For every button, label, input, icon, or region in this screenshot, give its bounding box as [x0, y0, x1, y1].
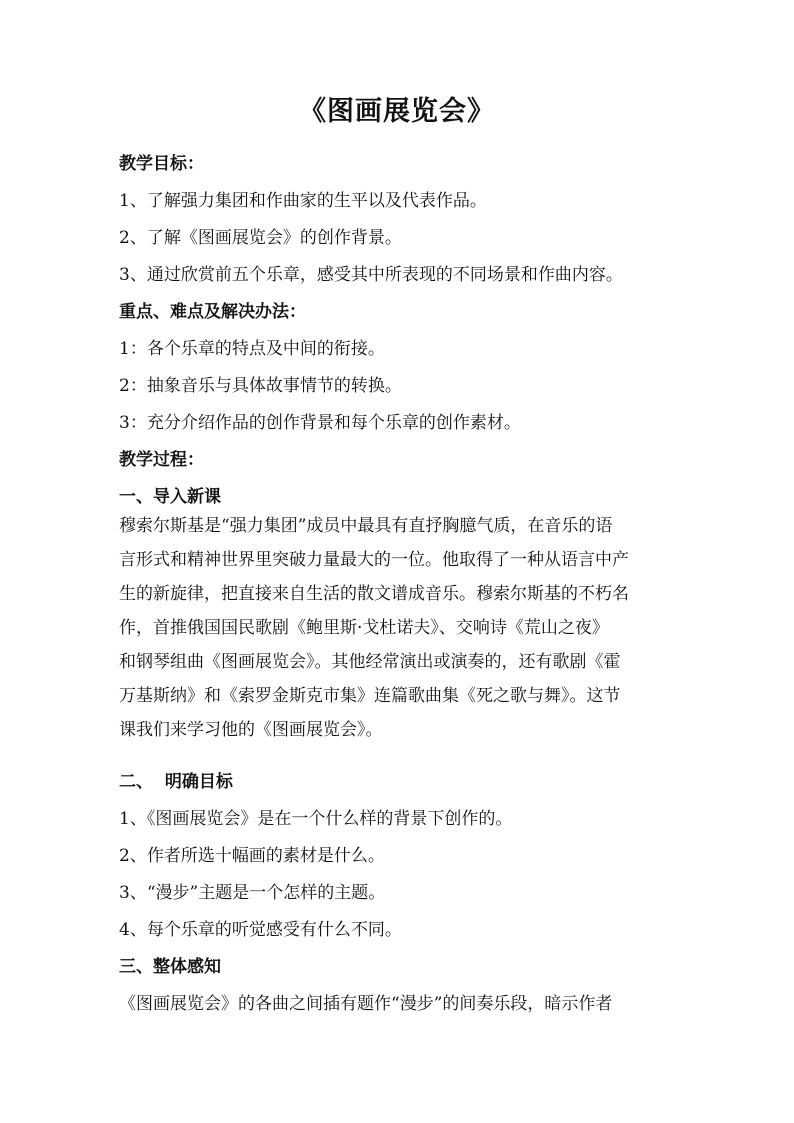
document-title: 《图画展览会》	[299, 96, 495, 127]
section1-heading: 一、导入新课	[119, 487, 221, 507]
paragraph-line: 课我们来学习他的《图画展览会》。	[119, 720, 383, 740]
section1-paragraph	[119, 509, 679, 747]
objective-item: 3、“漫步”主题是一个怎样的主题。	[119, 883, 386, 903]
paragraph-line: 生的新旋律，把直接来自生活的散文谱成音乐。穆索尔斯基的不朽名	[119, 584, 629, 604]
goal-item: 1、了解强力集团和作曲家的生平以及代表作品。	[119, 191, 487, 211]
difficulties-heading: 重点、难点及解决办法：	[119, 302, 306, 322]
difficulty-item: 3：充分介绍作品的创作背景和每个乐章的创作素材。	[119, 413, 521, 433]
paragraph-line: 和钢琴组曲《图画展览会》。其他经常演出或演奏的，还有歌剧《霍	[119, 652, 621, 672]
section2-heading: 二、 明确目标	[119, 772, 233, 792]
difficulty-item: 2：抽象音乐与具体故事情节的转换。	[119, 376, 402, 396]
paragraph-line: 穆索尔斯基是“强力集团”成员中最具有直抒胸臆气质，在音乐的语	[119, 516, 613, 536]
paragraph-line: 作，首推俄国国民歌剧《鲍里斯·戈杜诺夫》、交响诗《荒山之夜》	[119, 618, 609, 638]
section3-heading: 三、整体感知	[119, 957, 221, 977]
paragraph-line: 言形式和精神世界里突破力量最大的一位。他取得了一种从语言中产	[119, 550, 629, 570]
goal-item: 3、通过欣赏前五个乐章，感受其中所表现的不同场景和作曲内容。	[119, 265, 623, 285]
objective-item: 2、作者所选十幅画的素材是什么。	[119, 846, 385, 866]
goals-heading: 教学目标：	[119, 154, 204, 174]
process-heading: 教学过程：	[119, 450, 204, 470]
goal-item: 2、了解《图画展览会》的创作背景。	[119, 228, 402, 248]
objective-item: 1、《图画展览会》是在一个什么样的背景下创作的。	[119, 809, 513, 829]
difficulty-item: 1：各个乐章的特点及中间的衔接。	[119, 339, 385, 359]
section3-paragraph-line: 《图画展览会》的各曲之间插有题作“漫步”的间奏乐段，暗示作者	[119, 994, 613, 1014]
paragraph-line: 万基斯纳》和《索罗金斯克市集》连篇歌曲集《死之歌与舞》。这节	[119, 686, 621, 706]
objective-item: 4、每个乐章的听觉感受有什么不同。	[119, 920, 402, 940]
